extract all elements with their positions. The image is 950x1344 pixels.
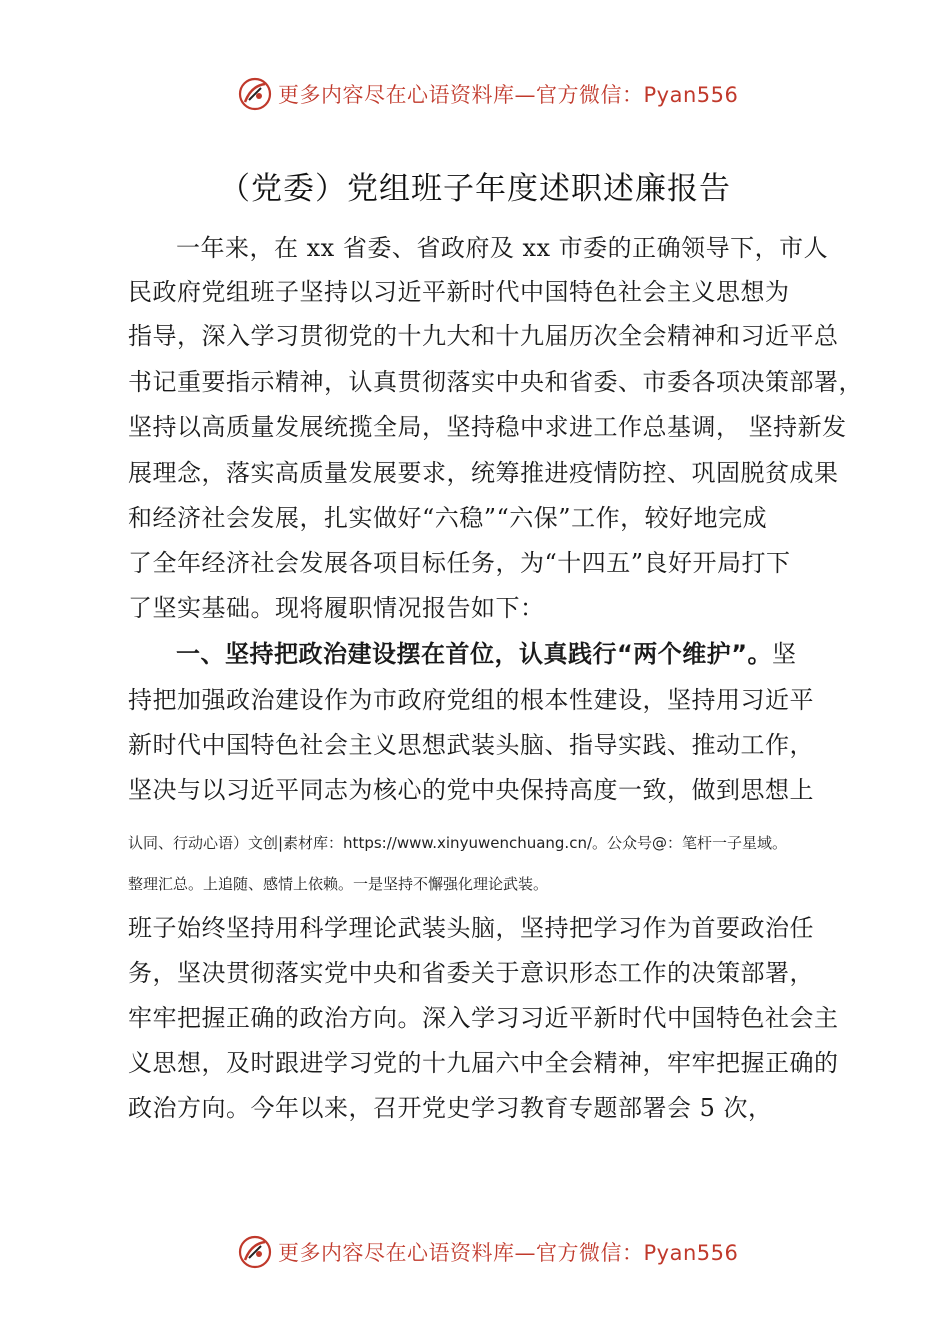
paragraph-line: 新时代中国特色社会主义思想武装头脑、指导实践、推动工作， [128, 731, 814, 759]
section-heading-tail: 坚 [772, 640, 797, 668]
inserted-note-line: 整理汇总。上追随、感情上依赖。一是坚持不懈强化理论武装。 [128, 875, 549, 893]
paragraph-line: 一年来，在 xx 省委、省政府及 xx 市委的正确领导下，市人 [176, 234, 829, 262]
banner-text: 更多内容尽在心语资料库—官方微信：Pyan556 [278, 1241, 739, 1265]
paragraph-line: 坚决与以习近平同志为核心的党中央保持高度一致，做到思想上 [128, 776, 814, 804]
section-heading: 一、坚持把政治建设摆在首位，认真践行“两个维护”。 [176, 640, 773, 668]
paragraph-line: 务，坚决贯彻落实党中央和省委关于意识形态工作的决策部署， [128, 959, 814, 987]
paragraph-line: 坚持以高质量发展统揽全局，坚持稳中求进工作总基调， 坚持新发 [128, 413, 847, 441]
paragraph-line: 和经济社会发展，扎实做好“六稳”“六保”工作，较好地完成 [128, 504, 768, 532]
paragraph-line: 了全年经济社会发展各项目标任务，为“十四五”良好开局打下 [128, 549, 791, 577]
xinyu-logo-icon [237, 76, 273, 112]
paragraph-line: 指导，深入学习贯彻党的十九大和十九届历次全会精神和习近平总 [128, 322, 839, 350]
paragraph-line: 牢牢把握正确的政治方向。深入学习习近平新时代中国特色社会主 [128, 1004, 839, 1032]
paragraph-line: 持把加强政治建设作为市政府党组的根本性建设，坚持用习近平 [128, 686, 814, 714]
paragraph-line: 政治方向。今年以来，召开党史学习教育专题部署会 5 次， [128, 1094, 773, 1122]
paragraph-line: 展理念，落实高质量发展要求，统筹推进疫情防控、巩固脱贫成果 [128, 459, 839, 487]
header-watermark-banner [0, 74, 950, 114]
footer-watermark-banner [0, 1232, 950, 1272]
document-title: （党委）党组班子年度述职述廉报告 [219, 171, 731, 207]
xinyu-logo-icon [237, 1234, 273, 1270]
paragraph-line: 书记重要指示精神，认真贯彻落实中央和省委、市委各项决策部署， [128, 368, 863, 396]
paragraph-line: 义思想，及时跟进学习党的十九届六中全会精神，牢牢把握正确的 [128, 1049, 839, 1077]
paragraph-line: 民政府党组班子坚持以习近平新时代中国特色社会主义思想为 [128, 278, 790, 306]
inserted-note-line: 认同、行动心语）文创|素材库：https://www.xinyuwenchuang.cn/。公众号@：笔杆一子星域。 [128, 834, 788, 852]
paragraph-line: 了坚实基础。现将履职情况报告如下： [128, 594, 545, 622]
banner-text: 更多内容尽在心语资料库—官方微信：Pyan556 [278, 83, 739, 107]
paragraph-line: 班子始终坚持用科学理论武装头脑，坚持把学习作为首要政治任 [128, 914, 814, 942]
section-heading-line [176, 634, 797, 669]
